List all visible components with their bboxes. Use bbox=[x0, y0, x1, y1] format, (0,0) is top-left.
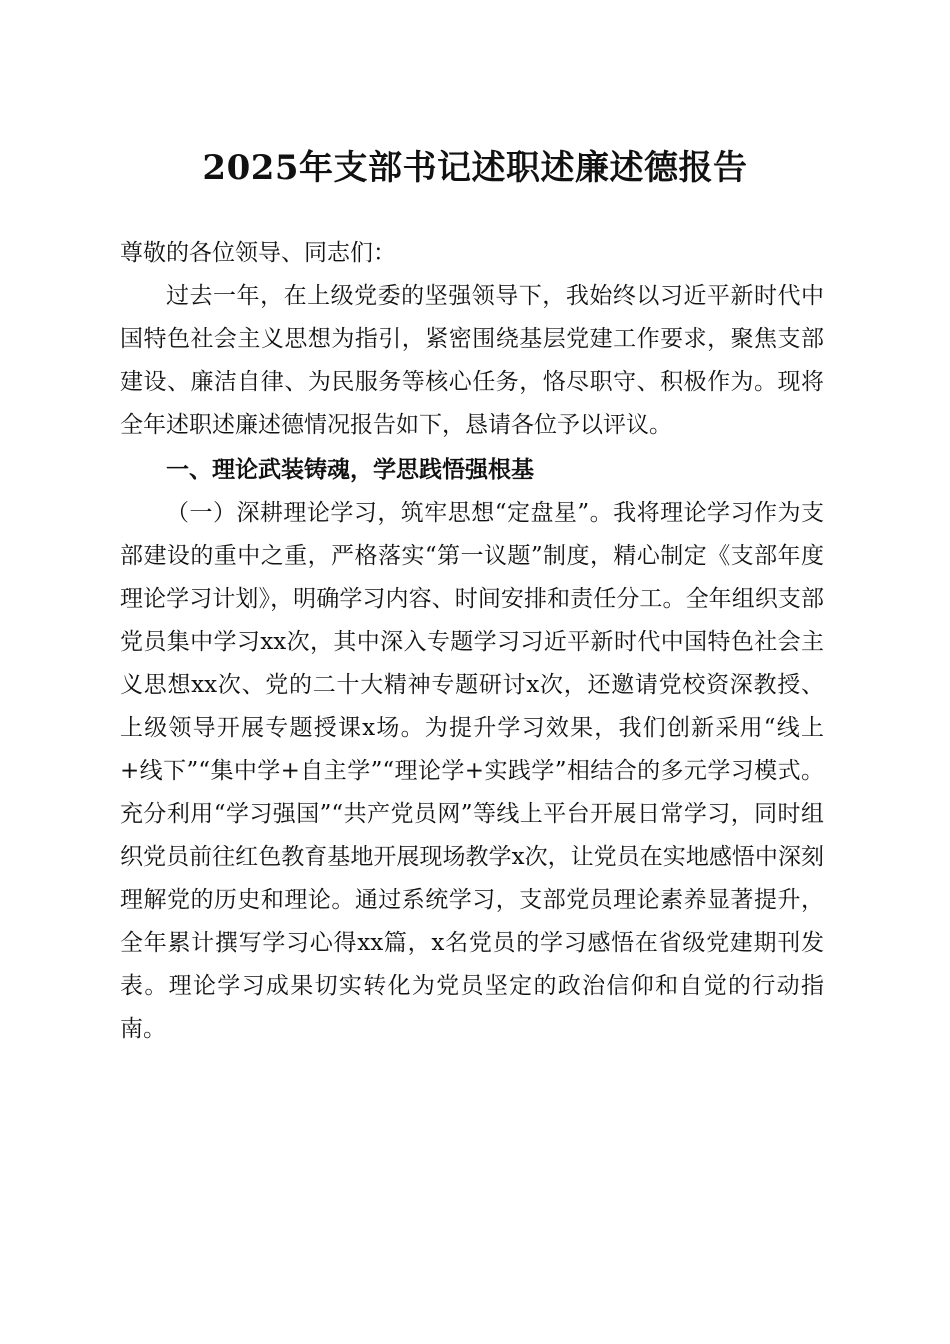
document-body bbox=[120, 232, 824, 1051]
section-1-paragraph-1: （一）深耕理论学习，筑牢思想“定盘星”。我将理论学习作为支部建设的重中之重，严格落实“第一议题”制度，精心制定《支部年度理论学习计划》，明确学习内容、时间安排和责任分工。全年组织支部党员集中学习xx次，其中深入专题学习习近平新时代中国特色社会主义思想xx次、党的二十大精神专题研讨x次，还邀请党校资深教授、上级领导开展专题授课x场。为提升学习效果，我们创新采用“线上+线下”“集中学+自主学”“理论学+实践学”相结合的多元学习模式。充分利用“学习强国”“共产党员网”等线上平台开展日常学习，同时组织党员前往红色教育基地开展现场教学x次，让党员在实地感悟中深刻理解党的历史和理论。通过系统学习，支部党员理论素养显著提升，全年累计撰写学习心得xx篇，x名党员的学习感悟在省级党建期刊发表。理论学习成果切实转化为党员坚定的政治信仰和自觉的行动指南。 bbox=[120, 500, 824, 1042]
intro-paragraph: 过去一年，在上级党委的坚强领导下，我始终以习近平新时代中国特色社会主义思想为指引，紧密围绕基层党建工作要求，聚焦支部建设、廉洁自律、为民服务等核心任务，恪尽职守、积极作为。现将全年述职述廉述德情况报告如下，恳请各位予以评议。 bbox=[120, 283, 824, 438]
section-heading-1: 一、理论武装铸魂，学思践悟强根基 bbox=[166, 457, 534, 483]
salutation: 尊敬的各位领导、同志们： bbox=[120, 240, 396, 266]
document-title: 2025年支部书记述职述廉述德报告 bbox=[202, 148, 748, 188]
